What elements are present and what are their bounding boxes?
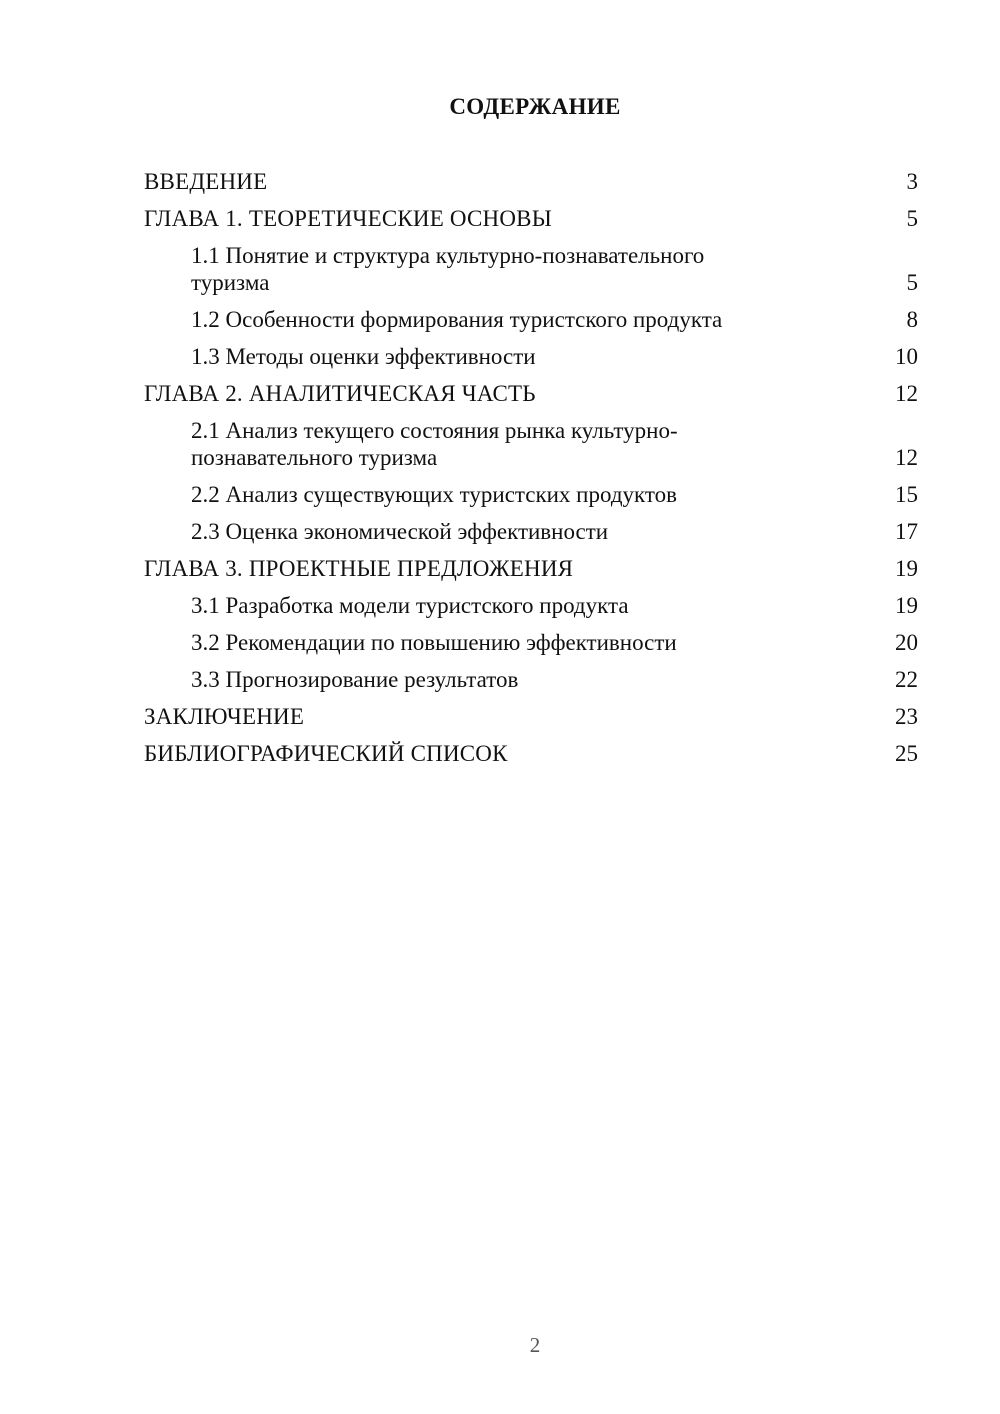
toc-entry-label: 2.3 Оценка экономической эффективности xyxy=(191,519,609,544)
toc-entry-page: 25 xyxy=(895,741,918,766)
toc-entry-label: ГЛАВА 2. АНАЛИТИЧЕСКАЯ ЧАСТЬ xyxy=(144,381,536,406)
toc-entry-page: 22 xyxy=(895,667,918,692)
toc-entry-label: 2.2 Анализ существующих туристских продуктов xyxy=(191,482,677,507)
toc-entry-section-1-2 xyxy=(144,306,920,333)
toc-entry-label: БИБЛИОГРАФИЧЕСКИЙ СПИСОК xyxy=(144,741,508,766)
toc-entry-label: 2.1 Анализ текущего состояния рынка культурно-познавательного туризма xyxy=(191,418,678,470)
toc-entry-label: ГЛАВА 3. ПРОЕКТНЫЕ ПРЕДЛОЖЕНИЯ xyxy=(144,556,574,581)
toc-entry-section-3-3 xyxy=(144,666,920,693)
toc-entry-page: 20 xyxy=(895,630,918,655)
toc-entry-page: 12 xyxy=(895,381,918,406)
toc-entry-section-1-3 xyxy=(144,343,920,370)
toc-entry-page: 3 xyxy=(906,169,918,194)
toc-entry-label: ВВЕДЕНИЕ xyxy=(144,169,268,194)
toc-entry-label: 1.2 Особенности формирования туристского продукта xyxy=(191,307,723,332)
toc-entry-page: 5 xyxy=(906,270,918,295)
toc-entry-bibliography xyxy=(144,740,920,767)
toc-title: СОДЕРЖАНИЕ xyxy=(449,94,621,119)
page-number: 2 xyxy=(529,1333,541,1357)
toc-entry-page: 19 xyxy=(895,556,918,581)
toc-entry-page: 5 xyxy=(906,206,918,231)
toc-entry-label: ЗАКЛЮЧЕНИЕ xyxy=(144,704,305,729)
toc-entry-section-3-2 xyxy=(144,629,920,656)
toc-entry-label: 3.3 Прогнозирование результатов xyxy=(191,667,519,692)
toc-entry-section-1-1 xyxy=(144,242,920,296)
toc-entry-page: 10 xyxy=(895,344,918,369)
toc-entry-page: 12 xyxy=(895,445,918,470)
toc-entry-chapter-1 xyxy=(144,205,920,232)
toc-entry-page: 15 xyxy=(895,482,918,507)
toc-entry-section-2-3 xyxy=(144,518,920,545)
toc-entry-conclusion xyxy=(144,703,920,730)
toc-entry-chapter-2 xyxy=(144,380,920,407)
toc-entry-section-2-1 xyxy=(144,417,920,471)
toc-entry-page: 19 xyxy=(895,593,918,618)
toc-entry-introduction xyxy=(144,168,920,195)
toc-entry-chapter-3 xyxy=(144,555,920,582)
table-of-contents xyxy=(144,168,920,777)
toc-entry-page: 17 xyxy=(895,519,918,544)
toc-entry-label: 1.3 Методы оценки эффективности xyxy=(191,344,536,369)
toc-entry-page: 23 xyxy=(895,704,918,729)
toc-entry-label: ГЛАВА 1. ТЕОРЕТИЧЕСКИЕ ОСНОВЫ xyxy=(144,206,552,231)
toc-entry-label: 3.2 Рекомендации по повышению эффективности xyxy=(191,630,677,655)
toc-entry-label: 1.1 Понятие и структура культурно-познавательного туризма xyxy=(191,243,705,295)
toc-entry-page: 8 xyxy=(906,307,918,332)
toc-entry-label: 3.1 Разработка модели туристского продукта xyxy=(191,593,629,618)
toc-entry-section-3-1 xyxy=(144,592,920,619)
toc-entry-section-2-2 xyxy=(144,481,920,508)
